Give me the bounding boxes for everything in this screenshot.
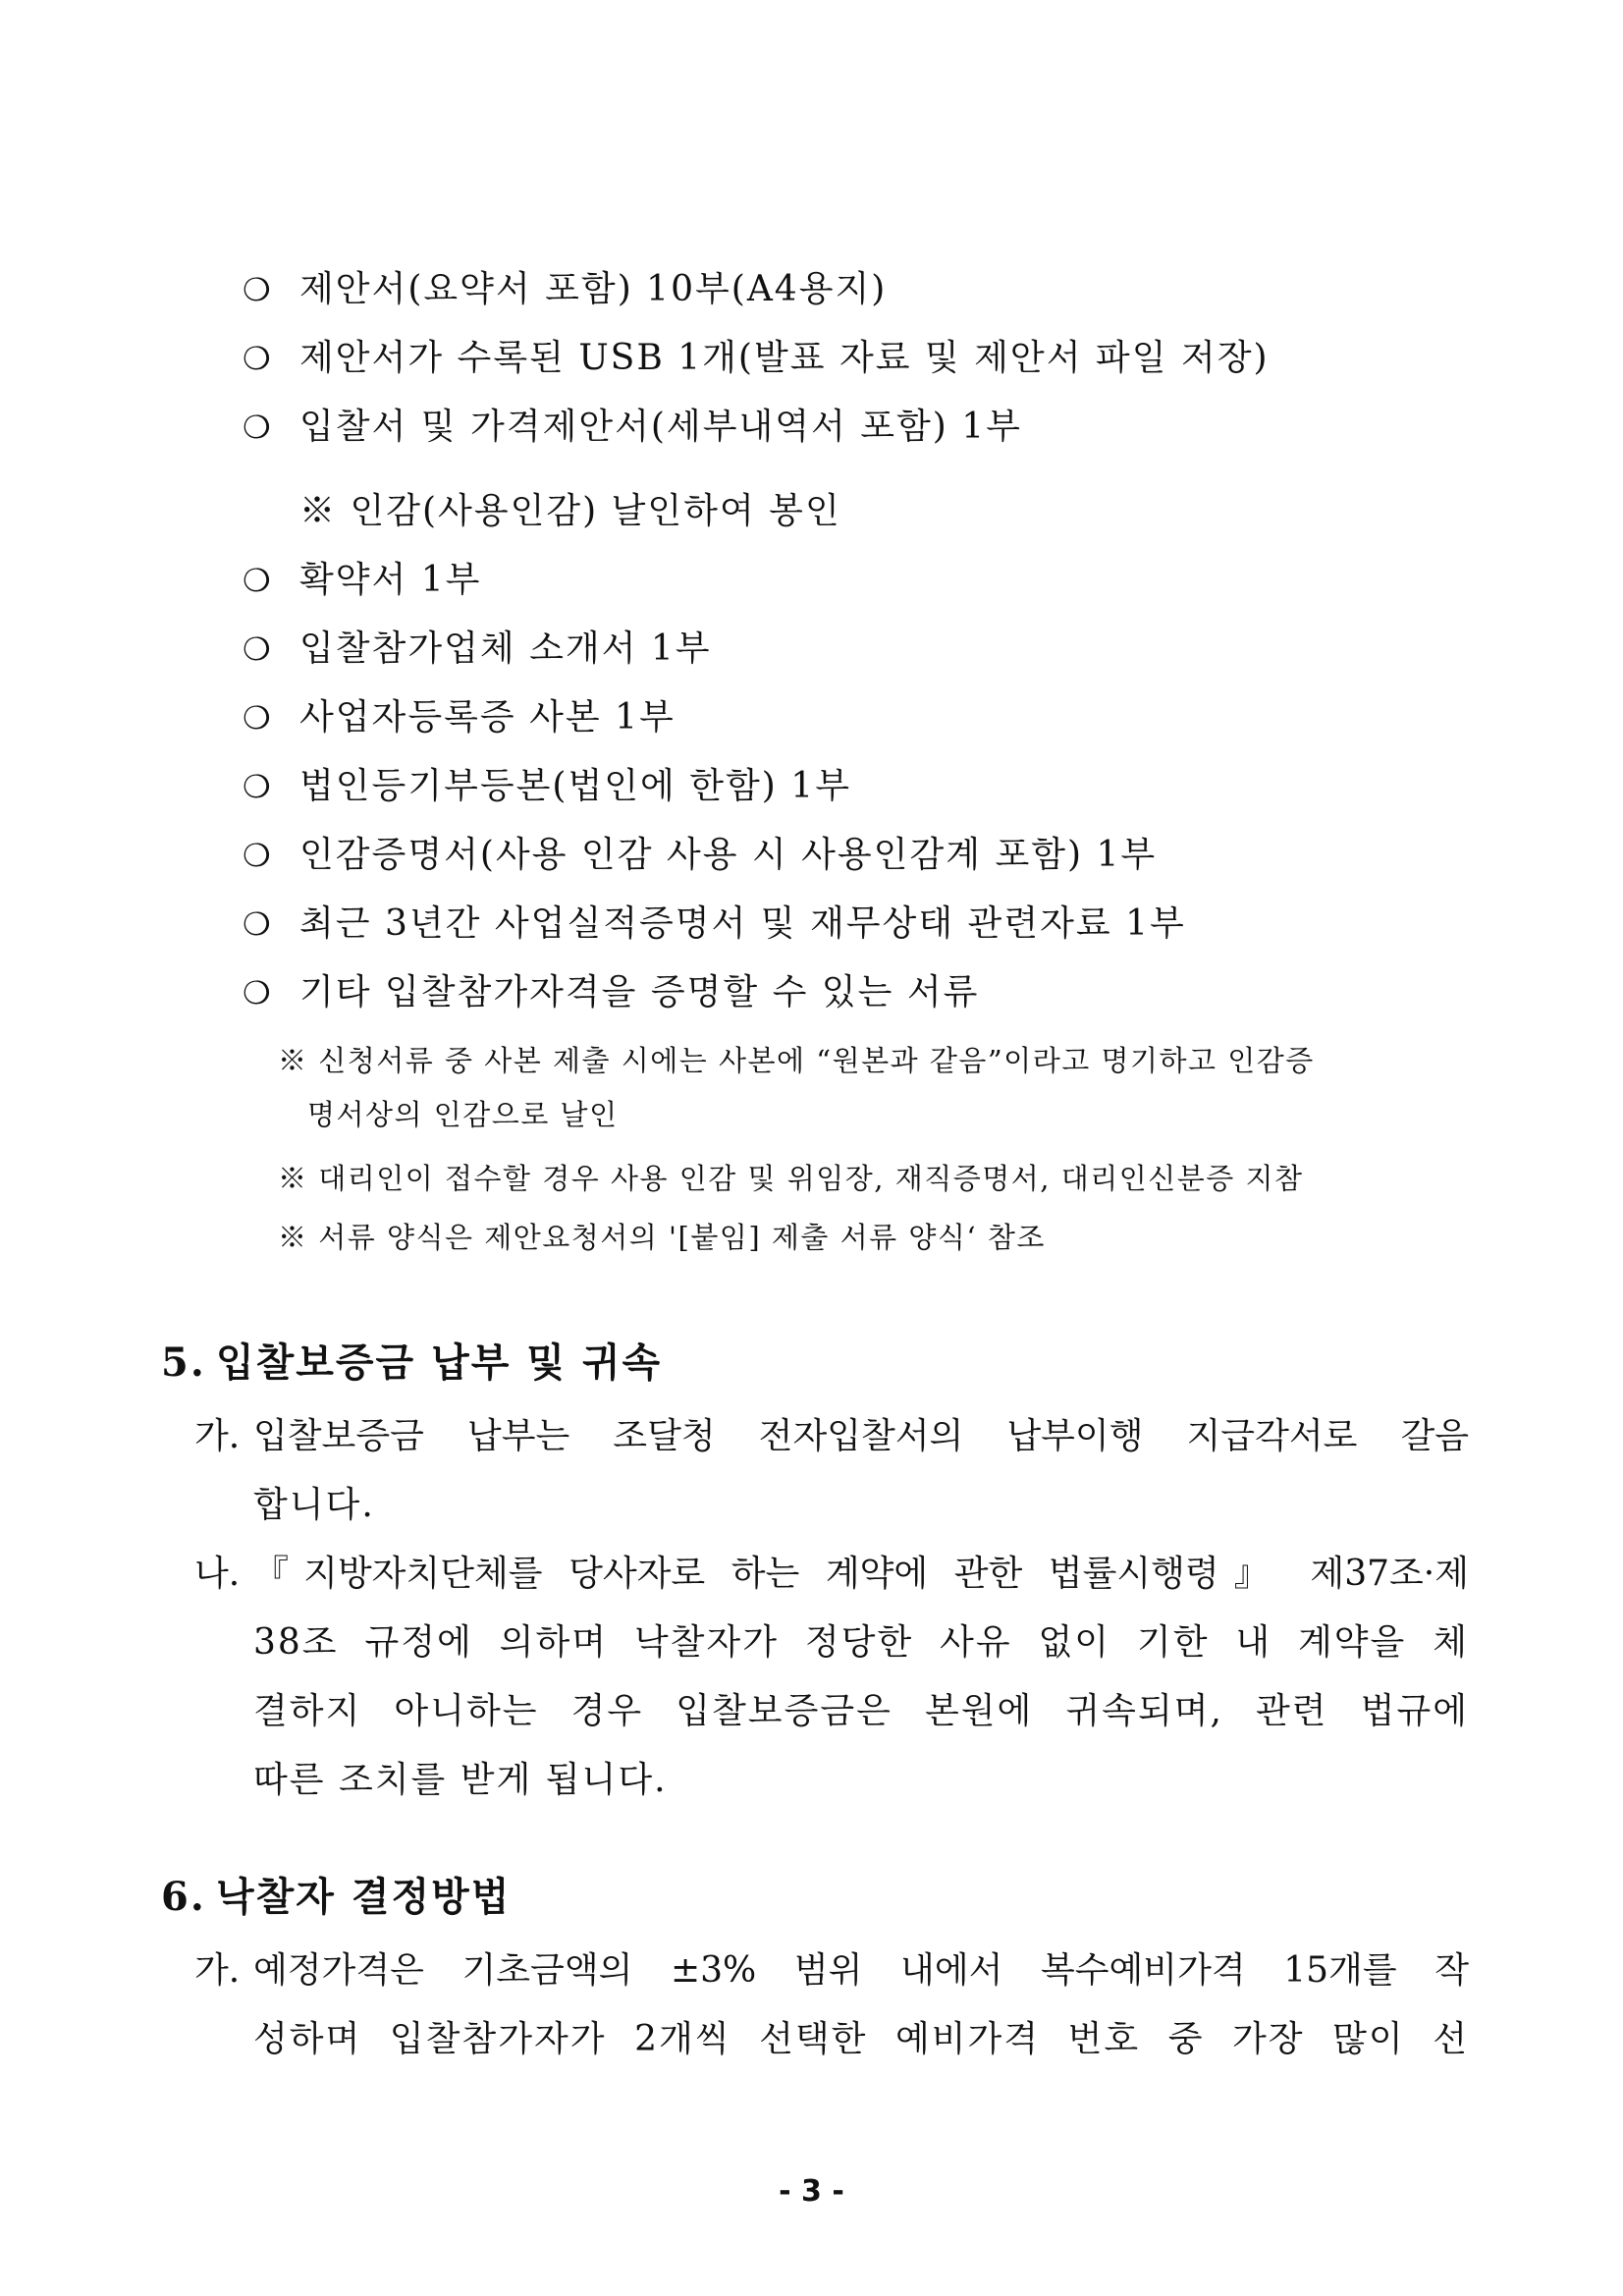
- paragraph-line: 합니다.: [253, 1485, 375, 1525]
- circle-bullet-icon: ❍: [243, 340, 273, 377]
- section-heading: 5. 입찰보증금 납부 및 귀속: [161, 1339, 663, 1386]
- list-item: ❍ 최근 3년간 사업실적증명서 및 재무상태 관련자료 1부: [243, 903, 1186, 944]
- list-item: ❍ 인감증명서(사용 인감 사용 시 사용인감계 포함) 1부: [243, 835, 1158, 875]
- paragraph-marker: 가.: [194, 1950, 241, 1991]
- paragraph-marker: 나.: [194, 1554, 241, 1594]
- circle-bullet-icon: ❍: [243, 699, 273, 737]
- paragraph: 가. 예정가격은 기초금액의 ±3% 범위 내에서 복수예비가격 15개를 작: [194, 1942, 1469, 1993]
- note-line: ※ 대리인이 접수할 경우 사용 인감 및 위임장, 재직증명서, 대리인신분증 지참: [278, 1162, 1304, 1195]
- paragraph-line: 결하지 아니하는 경우 입찰보증금은 본원에 귀속되며, 관련 법규에: [253, 1691, 1469, 1731]
- list-item: ❍ 제안서(요약서 포함) 10부(A4용지): [243, 269, 888, 309]
- list-item: ❍ 사업자등록증 사본 1부: [243, 697, 676, 738]
- paragraph: 가. 입찰보증금 납부는 조달청 전자입찰서의 납부이행 지급각서로 갈음: [194, 1408, 1469, 1458]
- paragraph-marker: 가.: [194, 1416, 241, 1456]
- circle-bullet-icon: ❍: [243, 562, 273, 599]
- section-heading: 6. 낙찰자 결정방법: [161, 1874, 512, 1920]
- list-item: ❍ 입찰참가업체 소개서 1부: [243, 629, 712, 669]
- paragraph: 나. 『지방자치단체를 당사자로 하는 계약에 관한 법률시행령』 제37조·제: [194, 1546, 1469, 1596]
- note-line: 명서상의 인감으로 날인: [307, 1098, 619, 1131]
- circle-bullet-icon: ❍: [243, 837, 273, 874]
- paragraph-line: 따른 조치를 받게 됩니다.: [253, 1760, 668, 1800]
- seal-note: ※ 인감(사용인감) 날인하여 봉인: [299, 491, 841, 531]
- circle-bullet-icon: ❍: [243, 974, 273, 1011]
- paragraph-line: 38조 규정에 의하며 낙찰자가 정당한 사유 없이 기한 내 계약을 체: [253, 1622, 1469, 1663]
- list-item: ❍ 확약서 1부: [243, 560, 482, 600]
- list-item: ❍ 법인등기부등본(법인에 한함) 1부: [243, 766, 851, 806]
- circle-bullet-icon: ❍: [243, 905, 273, 943]
- circle-bullet-icon: ❍: [243, 768, 273, 805]
- page-number: - 3 -: [779, 2174, 844, 2209]
- list-item: ❍ 기타 입찰참가자격을 증명할 수 있는 서류: [243, 972, 980, 1012]
- circle-bullet-icon: ❍: [243, 271, 273, 308]
- list-item: ❍ 제안서가 수록된 USB 1개(발표 자료 및 제안서 파일 저장): [243, 338, 1270, 378]
- circle-bullet-icon: ❍: [243, 630, 273, 668]
- list-item: ❍ 입찰서 및 가격제안서(세부내역서 포함) 1부: [243, 407, 1022, 447]
- paragraph-line: 성하며 입찰참가자가 2개씩 선택한 예비가격 번호 중 가장 많이 선: [253, 2019, 1469, 2059]
- note-line: ※ 서류 양식은 제안요청서의 '[붙임] 제출 서류 양식‘ 참조: [278, 1221, 1046, 1254]
- note-line: ※ 신청서류 중 사본 제출 시에는 사본에 “원본과 같음”이라고 명기하고 인감증: [278, 1044, 1315, 1077]
- circle-bullet-icon: ❍: [243, 409, 273, 446]
